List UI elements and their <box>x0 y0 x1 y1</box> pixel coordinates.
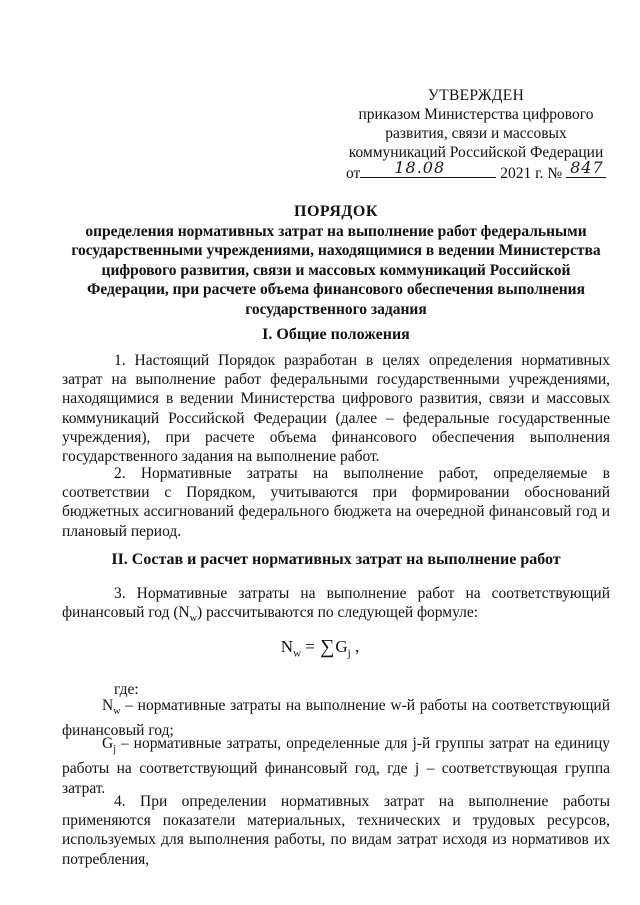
def-nw-text: – нормативные затраты на выполнение w-й работы на соответствующий финансовый год; <box>62 697 610 740</box>
approval-date-line <box>346 158 606 183</box>
year-number-text: 2021 г. № <box>500 165 563 182</box>
date-blank <box>360 158 496 178</box>
def-gj-sub: j <box>113 744 116 756</box>
formula-tail: , <box>350 637 360 656</box>
date-prefix: от <box>346 165 361 182</box>
document-title: ПОРЯДОК <box>294 203 378 220</box>
formula-rhs-sub: j <box>347 647 351 660</box>
approval-line-3: коммуникаций Российской Федерации <box>348 144 604 161</box>
approval-stamp <box>346 86 606 183</box>
def-gj-symbol: G <box>102 735 114 752</box>
def-nw-symbol: N <box>102 697 114 714</box>
section-1-title: I. Общие положения <box>262 326 410 343</box>
handwritten-date: 18.08 <box>394 158 446 177</box>
approval-line-1: приказом Министерства цифрового <box>358 106 594 123</box>
paragraph-4: 4. При определении нормативных затрат на выполнение работы применяются показатели материальных, технических и трудовых ресурсов, используемых для выполнения работы, по видам затрат исходя из нормативов их потребления, <box>62 793 610 868</box>
approval-title: УТВЕРЖДЕН <box>427 87 525 104</box>
formula <box>0 636 640 659</box>
formula-lhs: N <box>280 637 294 656</box>
p3-subscript: w <box>189 613 197 625</box>
document-subtitle: определения нормативных затрат на выполнение работ федеральными государственными учреждениями, находящимися в ведении Министерства цифрового развития, связи и массовых коммуникаций Российской Федерации, при расчете объема финансового обеспечения выполнения государственного задания <box>71 223 601 318</box>
approval-line-2: развития, связи и массовых <box>385 125 567 142</box>
formula-rhs: G <box>335 637 348 656</box>
handwritten-number: 847 <box>570 158 604 177</box>
paragraph-1: 1. Настоящий Порядок разработан в целях определения нормативных затрат на выполнение работ федеральными государственными учреждениями, находящимися в ведении Министерства цифрового развития, связи и массовых коммуникаций Российской Федерации (далее – федеральные государственные учреждения), при расчете объема финансового обеспечения выполнения государственного задания на выполнение работ. <box>62 352 610 466</box>
formula-sigma: ∑ <box>320 636 335 658</box>
where-label: где: <box>114 681 139 698</box>
paragraph-2: 2. Нормативные затраты на выполнение работ, определяемые в соответствии с Порядком, учитываются при формировании обоснований бюджетных ассигнований федерального бюджета на очередной финансовый год и плановый период. <box>62 465 610 540</box>
paragraph-3 <box>62 584 610 629</box>
def-gj-text: – нормативные затраты, определенные для j-й группы затрат на единицу работы на соответствующий финансовый год, где j – соответствующая группа затрат. <box>62 735 610 797</box>
formula-equals: = <box>301 637 320 656</box>
definition-gj <box>62 734 610 798</box>
number-blank <box>566 158 606 178</box>
formula-lhs-sub: w <box>293 647 302 660</box>
p3-text-after: ) рассчитываются по следующей формуле: <box>196 604 479 622</box>
def-nw-sub: w <box>113 706 121 718</box>
p3-text-before: 3. Нормативные затраты на выполнение работ на соответствующий финансовый год (N <box>62 585 610 622</box>
section-2-title: II. Состав и расчет нормативных затрат на выполнение работ <box>111 551 561 568</box>
